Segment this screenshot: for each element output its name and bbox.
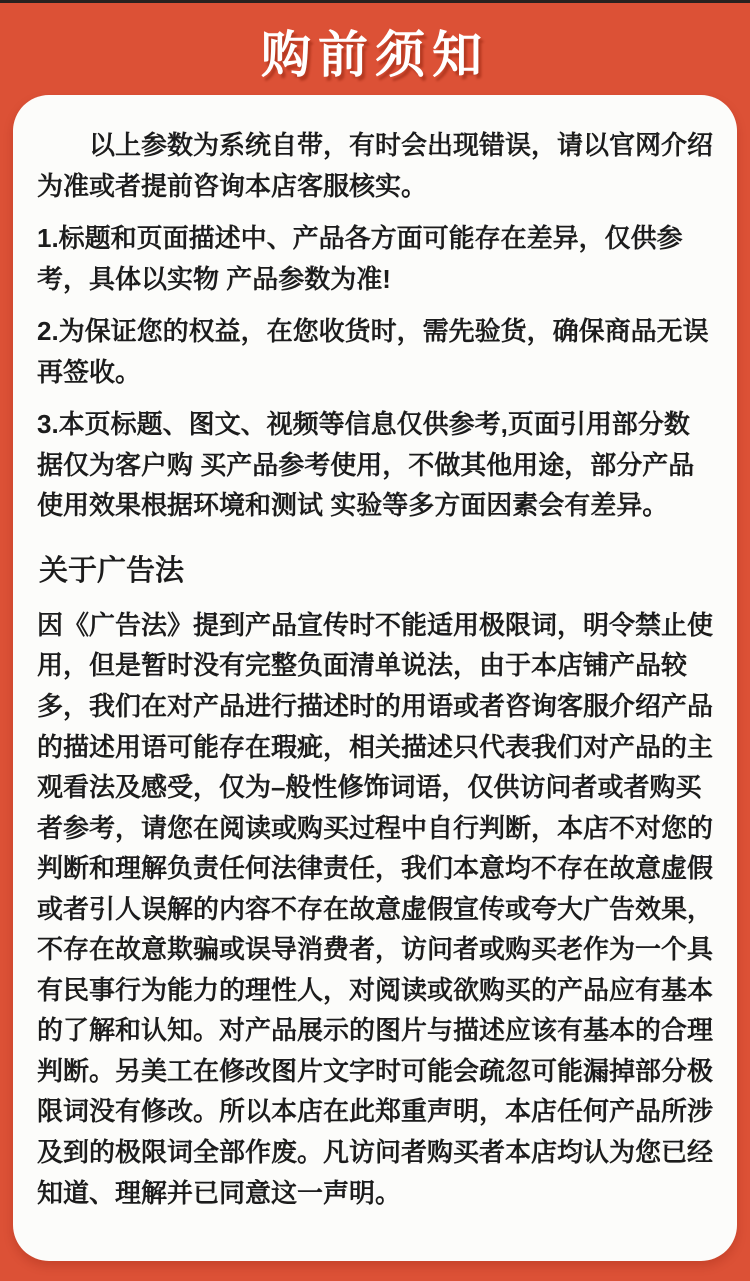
page-header bbox=[0, 3, 750, 95]
notice-item-3: 3.本页标题、图文、视频等信息仅供参考,页面引用部分数据仅为客户购 买产品参考使用，不做其他用途，部分产品使用效果根据环境和测试 实验等多方面因素会有差异。 bbox=[37, 409, 695, 521]
notice-item-1: 1.标题和页面描述中、产品各方面可能存在差异，仅供参考，具体以实物 产品参数为准! bbox=[37, 223, 683, 294]
notice-item-2: 2.为保证您的权益，在您收货时，需先验货，确保商品无误再签收。 bbox=[37, 316, 709, 387]
notice-card bbox=[13, 95, 737, 1261]
notice-intro-paragraph: 以上参数为系统自带，有时会出现错误，请以官网介绍为准或者提前咨询本店客服核实。 bbox=[37, 130, 714, 201]
ad-law-section-heading: 关于广告法 bbox=[39, 554, 185, 587]
page-title: 购前须知 bbox=[261, 27, 489, 83]
ad-law-disclaimer-paragraph: 因《广告法》提到产品宣传时不能适用极限词，明令禁止使用，但是暂时没有完整负面清单说法，由于本店铺产品较多，我们在对产品进行描述时的用语或者咨询客服介绍产品的描述用语可能存在瑕疵，相关描述只代表我们对产品的主观看法及感受，仅为–般性修饰词语，仅供访问者或者购买者参考，请您在阅读或购买过程中自行判断，本店不对您的判断和理解负责任何法律责任，我们本意均不存在故意虚假或者引人误解的内容不存在故意虚假宣传或夸大广告效果，不存在故意欺骗或误导消费者，访问者或购买老作为一个具有民事行为能力的理性人，对阅读或欲购买的产品应有基本的了解和认知。对产品展示的图片与描述应该有基本的合理判断。另美工在修改图片文字时可能会疏忽可能漏掉部分极限词没有修改。所以本店在此郑重声明，本店任何产品所涉及到的极限词全部作废。凡访问者购买者本店均认为您已经知道、理解并已同意这一声明。 bbox=[37, 609, 714, 1208]
